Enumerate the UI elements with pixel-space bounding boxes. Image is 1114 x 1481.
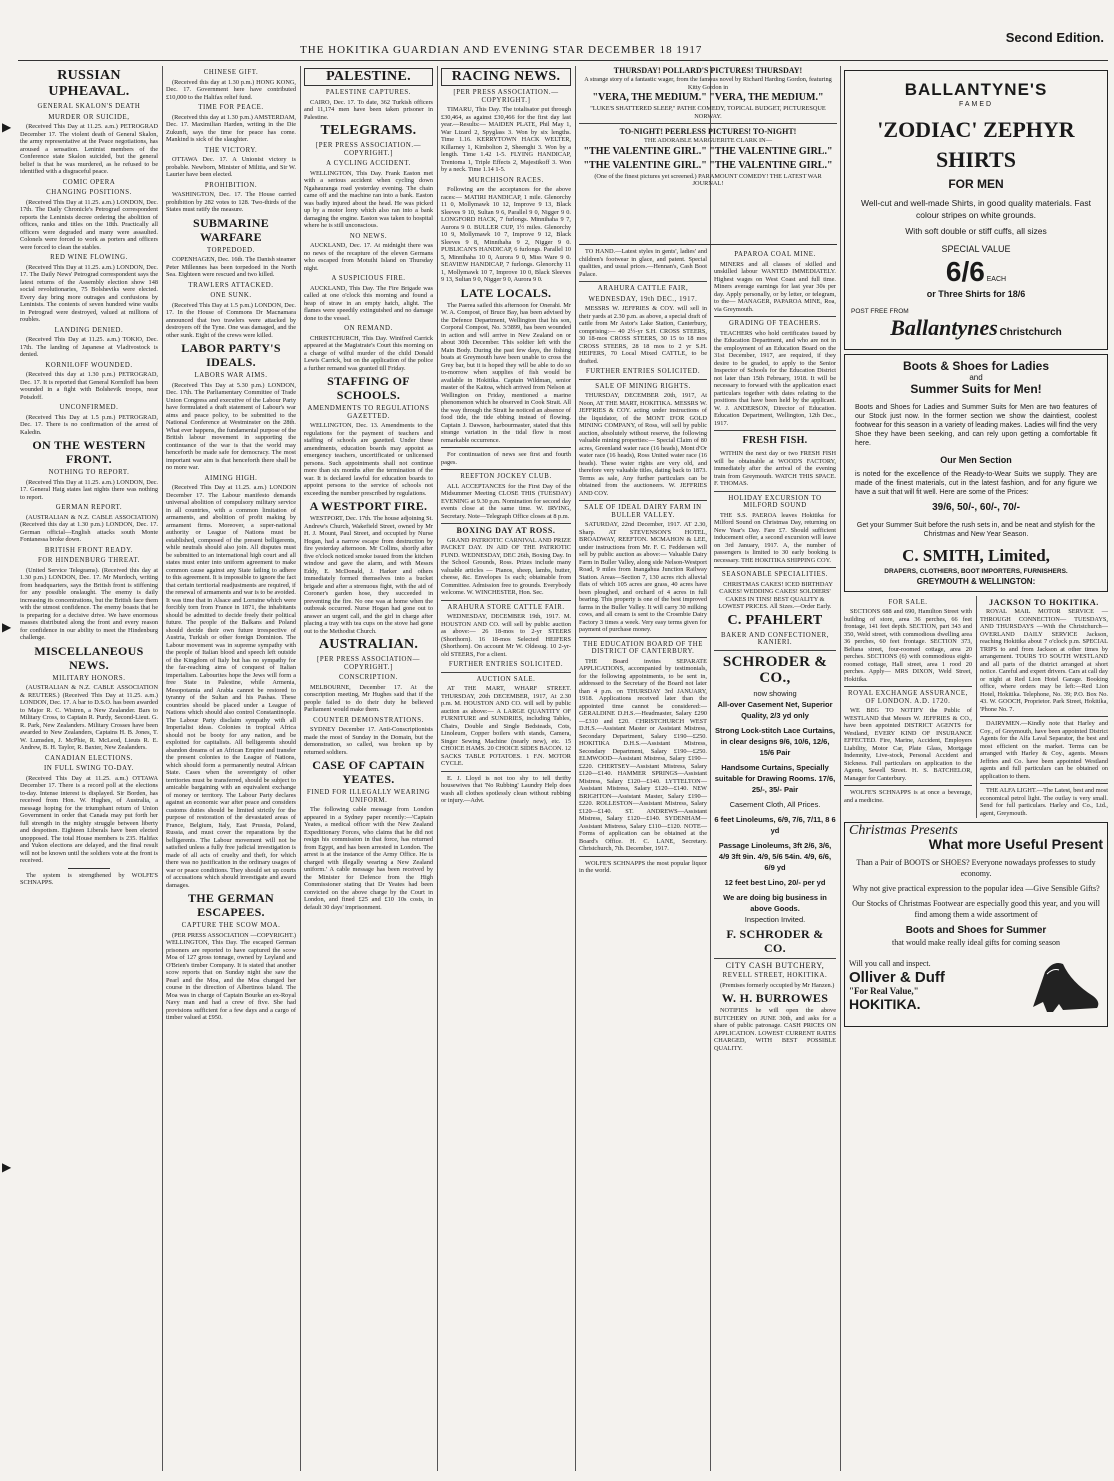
advert-text: 12 feet best Lino, 20/- per yd: [724, 877, 826, 887]
advert-footer: [849, 952, 1103, 1022]
subhead: MURCHISON RACES.: [468, 176, 544, 184]
advert-text: ROYAL MAIL MOTOR SERVICE —THROUGH CONNECTION— TUESDAYS, AND THURSDAYS —With the Christchurch— OVERLAND DAILY SERVICE Jackson, reaching Hokitika about 7 o'clock p.m. SPECIAL TRIPS to and from Jackson at other times by arrangement. TOURS TO SOUTH WESTLAND and all parts of the district arranged at short notice. Careful and expert drivers. Cars at call day or night at Red Lion Hotel Garage. Booking office, where orders may be left:—Red Lion Hotel, Hokitika. Telephone, No. 39; P.O. Box No. 43. W. GOOCH, Proprietor. Park Street, Hokitika, 'Phone No. 7.: [980, 608, 1108, 713]
divider: [714, 567, 836, 568]
subhead: LANDING DENIED.: [54, 326, 124, 334]
advert-text: We are doing big business in above Goods.: [723, 892, 827, 913]
headline-telegrams: TELEGRAMS.: [320, 123, 417, 138]
column-rule: [162, 66, 163, 1471]
ballantynes-name: BALLANTYNE'S: [904, 80, 1048, 99]
advert-heading: C. PFAHLERT: [727, 612, 823, 628]
advert-text: 6 feet Linoleums, 6/9, 7/6, 7/11, 8 6 yd: [714, 814, 836, 835]
article-text: The Paerea sailed this afternoon for Onerahi. Mr W. A. Compost, of Bruce Bay, has been advised by the Defence Department, Wellington that his son, Corporal Compost, No. 3/3899, has been wounded in action and will arrive in New Zealand on or about 30th December. This soldier left with the Main Body. During the past few days, the fishing boats at Greymouth have been unable to cross the Grey bar, but it is hoped they will be able to do so to-morrow when supplies of fish would be available in Hokitika. Captain Wildman, senior master of the Kaitoa, which arrived from Nelson at Wellington on Friday, mentioned a marine phenomenon which he observed in Cook Strait. All the way through the Strait he noticed an absence of food tide, the tide ebbing instead of flowing. Captain J. Dawson, harbourmaster, stated that this strange variation in the tidal flow is most remarkable occurrence.: [441, 301, 571, 444]
article-text: (Received This Day at 11.25. a.m.) LONDON, Dec. 17. The Daily News' Petrograd correspondent says the latest returns of the Assembly election show 148 social revolutionaries, 75 Bolsheviks were elected. Every day bring more outrages and confusions by Leninists. The contents of seven hundred wine vaults in Petrograd were destroyed, valued at millions of roubles.: [20, 263, 158, 323]
advert-heading: What more Useful Present: [928, 835, 1103, 852]
headline-australian: AUSTRALIAN.: [318, 637, 419, 652]
article-text: (Received This Day at 11.25. a.m.) PETROGRAD December 17. The violent death of General Skalon, the army representative at the Peace negotiations, has aroused a sensation. Leninist members of the Conference state Skalon suicided, but the general belief is that he was murdered, as he refused to be identified with a disgraceful peace.: [20, 123, 158, 175]
divider: [441, 672, 571, 673]
subhead: KORNILOFF WOUNDED.: [45, 361, 133, 369]
divider: [441, 771, 571, 772]
advert-text: ALL ACCEPTANCES for the First Day of the Midsummer Meeting CLOSE THIS (TUESDAY) EVENING at 9.30 p.m. Nomination for second day events close at the same time. W. IRVING, Secretary. Note—Telegraph Office closes at 8 p.m.: [441, 482, 571, 520]
article-text: OTTAWA Dec. 17. A Unionist victory is probable. Newborn, Minister of Militia, and Sir W. Laurier have been elected.: [166, 156, 296, 178]
advert-heading: FRESH FISH.: [742, 435, 808, 446]
schroder-advert: [714, 688, 836, 925]
column-1: [20, 66, 158, 1471]
advert-text: Our Stocks of Christmas Footwear are especially good this year, and you will find among them a wide assortment of: [852, 898, 1100, 919]
subhead: ARAHURA CATTLE FAIR,: [597, 285, 689, 292]
column-rule: [300, 66, 301, 1471]
advert-text: Boots and Shoes for Ladies and Summer Suits for Men are two features of our Stock just now. In the former section we show the daintiest, coolest footwear for this season in a variety of leading makes. Ladies will find the very Shoe they have been seeking, and can rely upon getting a comfortable fit here.: [855, 403, 1097, 447]
headline-captain-yeates: CASE OF CAPTAIN YEATES.: [312, 758, 425, 786]
subhead: [PER PRESS ASSOCIATION.—COPYRIGHT.]: [315, 142, 422, 157]
headline-late-locals: LATE LOCALS.: [460, 285, 552, 300]
subhead: BRITISH FRONT READY.: [44, 546, 134, 554]
pollards-pictures-advert: [579, 66, 837, 245]
headline-westport-fire: A WESTPORT FIRE.: [309, 499, 428, 513]
article-text: Following are the acceptances for the above races:— MATIRI HANDICAP, 1 mile. Glenorchy 11 0, Mollymawk 10 12, Improve 9 13, Black Sleeves 9 10, Sultan 9 6, Parallel 9 0, Nigger 9 0. LONGFORD HACK, 7 furlongs. Minnihaha 9 7, Aurora 9 0. BULLER CUP, 1½ miles. Glenorchy 10 9, Mollymawk 10 7, Improve 9 12, Black Sleeves 9 8, Minnihaha 9 2, Nigger 9 0. PUBLICAN'S HANDICAP, 6 furlongs. Parallel 10 5, Minnihaha 10 0, Aurora 9 0, Miss Ware 9 0. SEAVIEW HANDICAP, 7 furlongs. Glenorchy 11 1, Mollymawk 10 7, Improve 10 0, Black Sleeves 9 13, Sultan 9 0, Nigger 9 0, Aurora 9 0.: [441, 186, 571, 283]
subhead: SEASONABLE SPECIALITIES.: [721, 571, 829, 578]
advert-text: "For Real Value,": [849, 985, 919, 996]
smith-advert: [844, 354, 1108, 592]
right-lower-adverts: [976, 596, 1108, 819]
article-text: AUCKLAND, This Day. The Fire Brigade was called at one o'clock this morning and found a heap of straw in an empty hatch, alight. The flames were speedily extinguished and no damage done to the vessel.: [304, 284, 433, 322]
subhead: TORPEDOED.: [207, 246, 255, 254]
divider: [714, 430, 836, 431]
ballantynes-signature: Ballantynes: [890, 315, 998, 340]
divider: [714, 958, 836, 959]
advert-text: GREYMOUTH & WELLINGTON:: [916, 576, 1036, 586]
margin-arrow-icon: ▶: [2, 120, 12, 134]
advert-text: Strong Lock-stitch Lace Curtains, in clear designs 9/6, 10/6, 12/6, 15/6 Pair: [714, 725, 836, 757]
advert-text: "LUKE'S SHATTERED SLEEP," PATHE COMEDY, TOPICAL BUDGET, PICTURESQUE NORWAY.: [590, 105, 826, 120]
advert-heading: Summer Suits for Men!: [910, 381, 1042, 396]
article-text: WELLINGTON, This Day. Frank Easton met with a serious accident when cycling down Ngahauranga road yesterday evening. The chain came off and the machine ran into a bank. Easton was badly injured about the head. He was picked up by a motor lorry which also ran into a bank damaging the engine. Easton was taken to hospital where he is still unconscious.: [304, 169, 433, 229]
subhead: CAPTURE THE SCOW MOA.: [181, 922, 281, 929]
subhead: FURTHER ENTRIES SOLICITED.: [448, 661, 564, 668]
article-text: (Received this day at 1.30 p.m.) HONG KONG, Dec. 17. Government here have contributed £10,000 to the Halifax relief fund.: [166, 78, 296, 101]
divider: [441, 600, 571, 601]
divider: [980, 783, 1108, 784]
subhead: AIMING HIGH.: [204, 474, 258, 482]
schroder-heading: SCHRODER & CO.,: [722, 653, 828, 686]
column-4: [441, 66, 571, 1471]
headline-german-escapees: THE GERMAN ESCAPEES.: [187, 891, 274, 919]
article-text: (Received This Day at 5.30 p.m.) LONDON, Dec. 17th. The Parliamentary Committee of Trade Union Congress and executive of the Labour Party have formulated a draft statement of Labour's war aims and peace policy, to be submitted to the National Conference at Westminster on the 28th. What ever happens, the fundamental purpose of the British labour movement in supporting the continuance of the war is that the world may henceforth be made safe for democracy. The most important war aim is that henceforth there shall be no more war.: [166, 381, 296, 471]
advert-text: (One of the finest pictures yet screened.) PARAMOUNT COMEDY! THE LATEST WAR JOURNAL!: [594, 172, 822, 187]
subhead: JACKSON TO HOKITIKA.: [989, 597, 1099, 607]
advert-text: THURSDAY, DECEMBER 20th, 1917, At Noon, AT THE MART, HOKITIKA. MESSRS W. JEFFRIES & COY. acting under instructions of the liquidator, of the MONT D'OR GOLD MINING COMPANY, of Ross, will sell by public auction, absolutely without reserve, the following valuable mining properties:— Special Claim of 80 acres, Greenland water race (16 heads), Mont d'Or water race (16 heads), Ross United water race (16 heads). These water rights are very old, and therefore very valuable titles, dating back to 1873. Terms as sale, Any further particulars can be obtained from the auctioneers. W. JEFFRIES AND COY.: [579, 392, 707, 497]
column-rule: [575, 66, 576, 1471]
article-text: (Received this day at 1.30 p.m.) PETROGRAD, Dec. 17. It is reported that General Korniloff has been wounded in a fight with Bolshevik troops, near Potsdoff.: [20, 371, 158, 401]
article-text: (Received this day at 1.30 p.m.) AMSTERDAM, Dec. 17. Maximilian Harden, writing in the Die Zukunft, says the time for peace has come. Mankind is sick of the slaughter.: [166, 113, 296, 143]
article-text: WESTPORT, Dec. 17th. The house adjoining St. Andrew's Church, Wakefield Street, owned by Mr H. J. Mount, Paul Street, and occupied by Nurse Hogan, had a narrow escape from destruction by fire yesterday afternoon. Mr Collins, shortly after five o'clock noticed smoke issued from the kitchen window and gave the alarm, and with Messrs Eddy, E. McDonald, J. Harker and others immediately formed themselves into a bucket brigade and after a strenuous fight, with the aid of Coroner's garden hose, they succeeded in preventing the fire. No one was at home when the outbreak occurred. Nurse Hogan had gone out to answer an urgent call, and the girl in charge after placing a tray with tea cups on the stove had gone out to the Methodist Church.: [304, 515, 433, 635]
subhead: AUCTION SALE.: [476, 675, 536, 683]
subhead: WEDNESDAY, 19th DEC., 1917.: [588, 295, 698, 303]
advert-text: TEACHERS who hold certificates issued by the Education Department, and who are not in the employment of an Education Board on the 31st December, 1917, are required, if they desire to be graded, to apply to the Senior Inspector of Schools for the Education District not later than 15th February, 1918. It will be necessary to forward with the application exact particulars together with dates relating to the positions that have been held by the applicant. W. J. ANDERSON, Director of Education. Education Department, Wellington, 12th Dec., 1917.: [714, 329, 836, 427]
subhead: FINED FOR ILLEGALLY WEARING UNIFORM.: [306, 789, 431, 804]
suit-prices: 39/6, 50/-, 60/-, 70/-: [932, 501, 1020, 513]
subhead: TRAWLERS ATTACKED.: [188, 281, 274, 289]
advert-text: Inspection Invited.: [744, 914, 806, 924]
divider: [68, 868, 109, 869]
advert-text: and: [969, 373, 983, 382]
zodiac-shirts-heading: 'ZODIAC' ZEPHYR SHIRTS: [877, 116, 1075, 172]
subhead: NOTHING TO REPORT.: [48, 469, 130, 476]
subhead: SALE OF IDEAL DAIRY FARM IN BULLER VALLEY.: [584, 504, 702, 519]
article-text: TIMARU, This Day. The totalisator put through £30,464, as against £30,466 for the first day last year.—Results:— MAIDEN PLATE, Phil May 1, War Lizard 2, Spyglass 3. Won by six lengths. Time 1.16. KERRYTOWN HACK WELTER, Killarney 1, Kimbolton 2, Sheenghi 3. Won by a length. Time 1.42 1-5. FLYING HANDICAP, Trentoma 1, Triple Effects 2, Majestikoff 3. Won by a neck. Time 1.14 1-5.: [441, 106, 571, 173]
column-5: [579, 248, 707, 1471]
advert-text: EACH: [986, 275, 1007, 283]
subhead: CANADIAN ELECTIONS.: [44, 754, 134, 762]
film-title: "THE VALENTINE GIRL." "THE VALENTINE GIRL.": [583, 145, 833, 157]
article-text: MELBOURNE, December 17. At the conscription meeting, Mr Hughes said that if the people failed to do their duty he believed Parliament would make them.: [304, 683, 433, 713]
advert-text: E. J. Lloyd is not too shy to tell thrifty housewives that 'No Rubbing' Laundry Help does wash all clothes spotlessly clean without rubbing or injury.—Advt.: [441, 774, 571, 804]
advert-text: Than a Pair of BOOTS or SHOES? Everyone nowadays professes to study economy.: [856, 857, 1096, 878]
advert-text: WITHIN the next day or two FRESH FISH will be obtainable at WOOD'S FACTORY, immediately after the arrival of the evening train from Greymouth. WATCH THIS SPACE. F. THOMAS.: [714, 450, 836, 487]
subhead: FOR SALE.: [888, 598, 928, 606]
headline-labor-party: LABOR PARTY'S IDEALS.: [181, 341, 281, 369]
advert-text: Passage Linoleums, 3ft 2/6, 3/6, 4/9 3ft 9in. 4/9, 5/6 54in. 4/9, 6/6, 6/9 yd: [718, 840, 832, 872]
subhead: MURDER OR SUICIDE,: [48, 113, 130, 121]
subhead: AMENDMENTS TO REGULATIONS GAZETTED.: [307, 405, 430, 420]
advert-text: Handsome Curtains, Specially suitable for Drawing Rooms. 17/6, 25/-, 35/- Pair: [714, 762, 836, 794]
subhead: GERMAN REPORT.: [55, 504, 123, 511]
advert-heading: Boots and Shoes for Summer: [905, 924, 1047, 936]
divider: [714, 316, 836, 317]
advert-text: Well-cut and well-made Shirts, in good quality materials. Fast colour stripes on white grounds.: [861, 197, 1091, 220]
advert-text: WOLFE'S SCHNAPPS the most popular liquor in the world.: [579, 859, 707, 874]
headline-miscellaneous: MISCELLANEOUS NEWS.: [34, 643, 144, 672]
subhead: CONSCRIPTION.: [339, 674, 398, 681]
advert-text: SECTIONS 688 and 690, Hamilton Street with building of store, area 36 perches, 66 feet frontage, 141 feet depth. SECTION, part 343 and 350, Weld street, with commodious dwelling area 36 perches, 60 feet frontage. SECTION 373, Beltana street, four-roomed cottage, area 20 perches. SECTIONS (6) with commodious eight-roomed cottage, Hall street, area 1 rood 20 perches. Apply— MRS DIXON, Weld Street, Hokitika.: [844, 608, 972, 683]
schroder-signature: F. SCHRODER & CO.: [726, 926, 824, 955]
article-text: For continuation of news see first and fourth pages.: [441, 451, 571, 466]
smith-name: C. SMITH, Limited,: [902, 545, 1050, 565]
subhead: [PER PRESS ASSOCIATION—COPYRIGHT.]: [317, 656, 420, 671]
article-text: SYDNEY December 17. Anti-Conscriptionists made the most of Sunday in the Domain, but the demonstration, so called, was broken up by returned soldiers.: [304, 726, 433, 756]
subhead: RED WINE FLOWING.: [50, 254, 128, 261]
column-6: [714, 248, 836, 1471]
left-lower-adverts: [844, 596, 972, 819]
subhead: LABORS WAR AIMS.: [194, 372, 268, 379]
subhead: GRADING OF TEACHERS.: [728, 320, 822, 327]
advert-text: WE BEG TO NOTIFY the Public of WESTLAND that Messrs W. JEFFRIES & CO., have been appointed DISTRICT AGENTS for Westland, EVERY KIND OF INSURANCE EFFECTED. Fire, Marine, Accident, Employers Liability, Motor Car, Plate Glass, Mortgage Indemnity, Live-stock, Personal Accident and Sickness. Full particulars on application to the Agents, Sewell Street. H. S. BATCHELOR, Manager for Canterbury.: [844, 707, 972, 782]
advert-text: Get your Summer Suit before the rush sets in, and be neat and stylish for the Christmas and New Year Season.: [856, 521, 1096, 538]
article-text: (PER PRESS ASSOCIATION —COPYRIGHT.) WELLINGTON, This Day. The escaped German prisoners are reported to have captured the scow Moa of 127 gross tonnage, owned by Leyland and O'Brien's timber Company. It is stated that another scow reports that on Sunday night she saw the Pearl and the Moa, and the Moa changed her course in the direction of Albertinos Island. The Moa was in charge of Captain Bourke an ex-Royal Navy man and had a crew of five. She had provisions sufficient for a few days and a cargo of timber valued at £950.: [166, 931, 296, 1021]
advert-text: HOKITIKA.: [849, 996, 921, 1012]
olliver-duff-name: Olliver & Duff: [849, 968, 945, 986]
article-text: (Received This Day at 1.5 p.m.) LONDON, Dec. 17. In the House of Commons Dr Macnamara announced that two trawlers were attacked by destroyers off the Tyne. One was damaged, and the other sunk. Eight of the crews were killed.: [166, 301, 296, 339]
advert-text: is noted for the excellence of the Ready-to-Wear Suits we supply. They are made of the finest materials, cut in the latest fashion, and for any figure we have a suit that will fit well. Here are some of the Prices:: [855, 470, 1097, 496]
masthead-rule: [18, 60, 1108, 61]
subhead: BAKER AND CONFECTIONER, KANIERI.: [720, 631, 830, 646]
advert-text: THE Board invites SEPARATE APPLICATIONS, accompanied by testimonials, for the following appointments, to be sent in, addressed to the Secretary of the Board not later than 4 p.m. on THURSDAY 3rd JANUARY, 1918. Applications received later than the appointed time cannot be considered:— GERALDINE D.H.S.—Headmaster, Salary £290—£310 and £20. CHRISTCHURCH WEST D.H.S.—Assistant Master or Assistant Mistress, Secondary Department, Salary £190—£250. HOKITIKA D.H.S.—Assistant Mistress, Secondary Department, Salary £190—£250. ELMWOOD—Assistant Mistress, Salary £190—£220. CHERTSEY—Assistant Mistress, Salary £120—£140. HAMMER SPRINGS—Assistant Mistress, Salary £120—£140. LYTTELTON—Assistant Mistress, Salary £120—£140. NEW BRIGHTON—Assistant Master, Salary £190—£220. ROLLESTON—Assistant Mistress, Salary £120—£140. ST. ANDREWS—Assistant Mistress, Salary £120—£140. SYDENHAM—Assistant Mistress, Salary £110—£120. NOTE—Forms of application can be obtained at the Board's Office. H. C. LANE, Secretary. Christchurch, 7th. December, 1917.: [579, 657, 707, 852]
article-text: CAIRO, Dec. 17. To date, 362 Turkish officers and 11,174 men have been taken prisoner in Palestine.: [304, 98, 433, 121]
column-3: [304, 66, 433, 1471]
divider: [714, 650, 836, 651]
advert-text: SPECIAL VALUE: [941, 243, 1011, 254]
advert-text: Christchurch: [999, 327, 1062, 338]
advert-text: THE ALFA LIGHT.—The Latest, best and most economical petrol light. The outlay is very small. Send for full particulars. Harley and Co., Ltd., agent, Greymouth.: [980, 787, 1108, 817]
subhead: FOR HINDENBURG THREAT.: [38, 557, 140, 564]
subhead: A CYCLING ACCIDENT.: [326, 160, 411, 167]
lower-adverts: [844, 596, 1108, 819]
advert-heading: TO-NIGHT! PEERLESS PICTURES! TO-NIGHT!: [619, 127, 797, 136]
subhead: MILITARY HONORS.: [52, 674, 126, 682]
subhead: PROHIBITION.: [204, 181, 258, 189]
advert-text: or Three Shirts for 18/6: [926, 288, 1026, 299]
column-rule: [840, 66, 841, 1471]
christmas-script: Christmas Presents: [849, 823, 958, 838]
subhead: COMIC OPERA: [62, 178, 116, 186]
article-text: The following cable message from London appeared in a Sydney paper recently:—'Captain Yeates, a medical officer with the New Zealand Expeditionary Forces, who claims that he did not resign his commission in that force, has returned from Egypt, and has been arrested in London. The arrest is at the instance of the Army Office. He is charged with illegally wearing a New Zealand uniform.' A cable message has been received by the Minister for Defence from the High Commissioner stating that Dr Yeates had been convicted on the above charge by the Court in London, and fined £25 and £10 10s costs, in default 30 days' imprisonment.: [304, 806, 433, 911]
advert-text: (Premises formerly occupied by Mr Hanzen.): [720, 981, 835, 989]
article-text: (AUSTRALIAN & N.Z. CABLE ASSOCIATION & REUTERS.) (Received This Day at 11.25. a.m.) LONDON, Dec. 17. A bar to D.S.O. has been awarded to Major R. C. Wistren, a New Zealander. Bars to Military Cross, to Captain R. Purdy, Second-Lieut. G. R. Park, New Zealanders. Military Crosses have been awarded to New Zealanders, Captains H. B. Jones, T. W. Lumsden, J. McPhie, R. McLeod, Lieuts R. E. Andrew, B. H. Taylor, R. Baxter, New Zealanders.: [20, 684, 158, 751]
subhead: A SUSPICIOUS FIRE.: [331, 275, 406, 282]
advert-heading: CITY CASH BUTCHERY,: [725, 960, 825, 970]
subhead: ON REMAND.: [344, 325, 393, 332]
subhead: BOXING DAY AT ROSS.: [456, 526, 556, 535]
subhead: THE VICTORY.: [204, 146, 258, 154]
advert-heading: Boots & Shoes for Ladies: [902, 359, 1050, 373]
ballantynes-advert: [844, 70, 1108, 350]
subhead: PALESTINE CAPTURES.: [325, 89, 412, 96]
divider: [441, 447, 571, 448]
subhead: FURTHER ENTRIES SOLICITED.: [585, 368, 701, 375]
divider: [441, 469, 571, 470]
headline-racing-news: RACING NEWS.: [441, 68, 571, 86]
subhead: UNCONFIRMED.: [59, 404, 119, 411]
headline-submarine-warfare: SUBMARINE WARFARE: [192, 215, 270, 244]
advert-text: With soft double or stiff cuffs, all sizes: [905, 225, 1047, 236]
film-title: "VERA, THE MEDIUM." "VERA, THE MEDIUM.": [592, 92, 824, 103]
subhead: REEFTON JOCKEY CLUB.: [460, 473, 552, 480]
subhead: CHINESE GIFT.: [203, 69, 259, 76]
olliver-duff-advert: [844, 822, 1108, 1027]
subhead: ROYAL EXCHANGE ASSURANCE, OF LONDON. A.D. 1720.: [848, 690, 968, 705]
advert-text: FAMED: [958, 101, 994, 108]
advert-text: Casement Cloth, All Prices.: [729, 799, 821, 809]
headline-staffing-schools: STAFFING OF SCHOOLS.: [327, 374, 410, 402]
advert-text: CHRISTMAS CAKES! ICED BIRTHDAY CAKES! WEDDING CAKES! SOLDIERS' CAKES IN TINS! BEST QUALITY & LOWEST PRICES. All Sizes.—Order Early.: [718, 580, 833, 610]
subhead: GENERAL SKALON'S DEATH: [37, 103, 141, 110]
advert-text: NOTIFIES he will open the above BUTCHERY on JUNE 30th, and asks for a share of public patronage. CASH PRICES ON APPLICATION. LOWEST CURRENT RATES CHARGED, WITH BEST POSSIBLE QUALITY.: [714, 1007, 836, 1052]
article-text: (Received This Day at 11.25. a.m.) OTTAWA December 17. There is a record poll at the elections to-day. Intense interest is displayed. Sir Borden, has received from Hon. W. Hughes, of Australia, a message hoping for the triumphant return of Union Government in order that Canada may put forth her full strength in the mighty struggle between liberty and despotism. Eighteen Liberals have been elected unopposed. The total House members is 235. Halifax and Yukon elections are delayed, and the final result will not be known until the soldiers vote at the front is received.: [20, 774, 158, 864]
headline-russian-upheaval: RUSSIAN UPHEAVAL.: [48, 68, 130, 99]
column-rule: [710, 66, 711, 1471]
advert-text: DRAPERS, CLOTHIERS, BOOT IMPORTERS, FURNISHERS.: [884, 567, 1068, 575]
advert-text: All-over Casement Net, Superior Quality, 2/3 yd only: [717, 699, 833, 720]
masthead-title: THE HOKITIKA GUARDIAN AND EVENING STAR DECEMBER 18 1917: [300, 44, 703, 56]
article-text: (AUSTRALIAN & N.Z. CABLE ASSOCIATION) (Received this day at 1.30 p.m.) LONDON, Dec. 17. German official—English attacks south Monte Fontanessa broke down.: [20, 513, 158, 543]
article-text: WELLINGTON, Dec. 13. Amendments to the regulations for the payment of teachers and staffing of schools are gazetted. Under these amendments, education boards may appoint as emergency teachers, uncertificated or unlicensed persons. Such appointments shall not continue more than six months after the termination of the war. It is declared lawful for education boards to appoint persons to the service of schools not exceeding the number prescribed by regulations.: [304, 422, 433, 497]
lady-shoe-icon: [1023, 952, 1103, 1022]
divider: [579, 379, 707, 380]
advert-text: GRAND PATRIOTIC CARNIVAL AND PRIZE PACKET DAY. IN AID OF THE PATRIOTIC FUND. WEDNESDAY, DEC 26th, Boxing Day. In the School Grounds, Ross. Prizes include many valuable articles — Pianos, sheep, lambs, butter, cheese, &c. Envelopes 1s each; obtainable from Committee. Admission free to grounds. Everybody welcome. W. WINCHESTER, Hon. Sec.: [441, 536, 571, 596]
divider: [980, 716, 1108, 717]
advert-heading: THURSDAY! POLLARD'S PICTURES! THURSDAY!: [613, 66, 803, 75]
advert-text: SATURDAY, 22nd December, 1917. AT 2.30, Sharp. AT STEVENSON'S HOTEL, BROADWAY, REEFTON. MCMAHON & LEE, under instructions from Mr. F. C. Feddersen will sell by public auction as above:— Valuable Dairy Farm in Buller Valley, along side Nelson-Westport Road, 9 miles from Inangahua Junction Railway Station. Areas—Section 7, 130 acres rich alluvial flats of which 105 acres are grass, 40 acres have been ploughed, and orchard of 4 acres in full bearing. This property is one of the best improved farms in the Buller Valley. It will carry 30 milking cows, and all cream is sent to the Crosmbie Dairy Factory 3 times a week. Very easy terms given for payment of purchase money.: [579, 521, 707, 633]
advert-text: POST FREE FROM: [851, 307, 909, 315]
advert-heading: FOR MEN: [948, 176, 1004, 191]
advert-text: Why not give practical expression to the popular idea —Give Sensible Gifts?: [852, 883, 1100, 893]
divider: [579, 123, 837, 124]
shirt-price: 6/6: [945, 255, 985, 287]
subhead: SALE OF MINING RIGHTS.: [595, 382, 691, 390]
article-text: WASHINGTON, Dec. 17. The House carried prohibition by 282 votes to 128. Two-thirds of the States must ratify the measure.: [166, 191, 296, 213]
advert-text: WOLFE'S SCHNAPPS is at once a beverage, and a medicine.: [844, 789, 972, 804]
advert-text: that would make really ideal gifts for coming season: [892, 937, 1060, 947]
divider: [579, 856, 707, 857]
article-text: (United Service Telegrams). (Received this day at 1.30 p.m.) LONDON, Dec. 17. Mr Murdoch, writing from headquarters, says the British front is stiffening for any possible onslaught. The enemy is daily increasing its concentrations, but the British face them with the utmost confidence. The enemy boasts that he is preparing for a decisive drive. We have enormous masses distributed along the front and every reason for confidence in our ability to meet the Hindenburg challenge.: [20, 566, 158, 641]
divider: [714, 491, 836, 492]
subhead: ARAHURA STORE CATTLE FAIR.: [447, 603, 565, 611]
article-text: (Received This Day at 11.25. a.m.) TOKIO, Dec. 17th. The landing of Japanese at Vladivostock is denied.: [20, 336, 158, 358]
article-text: (Received This Day at 1.5 p.m.) PETROGRAD, Dec. 17. There is no confirmation of the arrest of Kaledin.: [20, 413, 158, 436]
masthead: [0, 0, 1114, 66]
headline-western-front: ON THE WESTERN FRONT.: [32, 438, 146, 466]
film-title: "THE VALENTINE GIRL." "THE VALENTINE GIRL.": [583, 159, 833, 171]
divider: [441, 523, 571, 524]
column-7: [844, 66, 1108, 1471]
advert-text: The system is strengthened by WOLFE'S SCHNAPPS.: [20, 871, 158, 886]
margin-arrow-icon: ▶: [2, 1160, 12, 1174]
subhead: IN FULL SWING TO-DAY.: [44, 765, 134, 772]
advert-text: TO HAND.—Latest styles in gents', ladies' and children's footwear in glace, and patent. Special qualities, and usual prices.—Hennan's, Cash Boot Palace.: [579, 248, 707, 278]
advert-text: DAIRYMEN.—Kindly note that Harley and Coy., of Greymouth, have been appointed District Agents for the Alfa Laval Separator, the best and most efficient on the market. Terms can be arranged with Harley & Coy., agents. Messrs Jeffries and Co. have been appointed Westland agents and full particulars can be obtained on application to them.: [980, 720, 1108, 780]
divider: [579, 500, 707, 501]
subhead: CHANGING POSITIONS.: [46, 189, 132, 196]
headline-palestine: PALESTINE.: [304, 68, 433, 86]
subhead: TIME FOR PEACE.: [198, 104, 264, 111]
article-text: (Received This Day at 11.25. a.m.) LONDON, Dec. 17. General Haig states last nights there was nothing to report.: [20, 478, 158, 501]
divider: [579, 637, 707, 638]
advert-text: THE ADORABLE MARGUERITE CLARK IN—: [643, 137, 773, 144]
subhead: ONE SUNK.: [210, 292, 252, 299]
advert-text: MESSRS W. JEFFRIES & COY. will sell in their yards at 2.30 p.m. as above, a special draft of cattle from Mr Astor's Lake Station, Canterbury, comprising:— 40 2½-yr S.H. CROSS STEERS, 30 18-mos CROSS STEERS, 30 15 to 18 mos CROSS STEERS, 28 18 mos to 2 yr S.H. HEIFERS, 70 Local Mixed CATTLE, to be drafted.: [579, 305, 707, 365]
column-2: [166, 66, 296, 1471]
advert-text: WEDNESDAY, DECEMBER 19th, 1917. M. HOUSTON AND CO. will sell by public auction as above:— 26 18-mos to 2-yr STEERS (Shorthorn). 16 18-mos Selected HEIFERS (Shorthorn). On account Mr W. Oldesug. 10 2-yr-old STEERS, For a client.: [441, 613, 571, 658]
article-text: CHRISTCHURCH, This Day. Winifred Carrick appeared at the Magistrate's Court this morning on a charge of wilful murder of the child Donald Lewis Carrick, but on the application of the police a further remand was granted till Friday.: [304, 334, 433, 372]
divider: [844, 785, 972, 786]
advert-text: A strange story of a fantastic wager, from the famous novel by Richard Harding Gordon, featuring Kitty Gordon in: [584, 76, 832, 91]
subhead: COUNTER DEMONSTRATIONS.: [313, 716, 424, 724]
edition-label: Second Edition.: [1005, 30, 1104, 45]
advert-text: AT THE MART, WHARF STREET. THURSDAY, 20th DECEMBER, 1917, At 2.30 p.m. M. HOUSTON AND CO. will sell by public auction as above:— A LARGE QUANTITY OF FURNITURE and SUNDRIES, including Tables, Chairs, Double and Single Bedsteads, Cots, Linoleum, Copper boilers with stands, Camera, Singer Sewing Machine (nearly new), etc. 15 CHOICE HAMS. 20 CHOICE SIDES BACON. 12 SACKS TABLE POTATOES. 1 F.N. MOTOR CYCLE.: [441, 685, 571, 767]
advert-footer-text: [849, 960, 945, 1013]
margin-arrow-icon: ▶: [2, 620, 12, 634]
advert-text: Will you call and inspect.: [849, 959, 931, 968]
article-text: COPENHAGEN, Dec. 16th. The Danish steamer Peter Millennes has been torpedoed in the North Sea. Eighteen were rescued and two killed.: [166, 256, 296, 278]
subhead: HOLIDAY EXCURSION TO MILFORD SOUND: [728, 494, 822, 509]
subhead: [PER PRESS ASSOCIATION.—COPYRIGHT.]: [453, 89, 559, 104]
subhead: NO NEWS.: [349, 232, 388, 240]
article-text: (Received This Day at 11.25. a.m.) LONDON December 17. The Labour manifesto demands universal abolition of compulsory military service in all countries, with a common limitation of armaments, and abolition of profit making by armament firms. Moreover, a super-national authority or League of Nations must be established, composed of the present belligerents, while neutrals should also join. All disputes must be submitted to an international high court and all states must enter into uniform agreement to make common cause against any State failing to adhere to this agreement. It is impossible to ignore the fact that certain territorial readjustments are required, if the renewal of armaments and war is to be avoided. It was time that in Alsace and Lorraine which were forcibly torn from France in 1871, the inhabitants should be admitted to decide freely their political future. The people of the Balkans and Poland should decide their own future irrespective of Austria, Turkish or other foreign Dominion. The Labour movement was in supreme sympathy with the people of Italian blood and speech left outside of the Kingdom of Italy but has no sympathy for the far-reaching aims of conquest of Italian imperialism. Labourites hope the Jews will form a free State in Palestine, while Armenia, Mesopotamia and Arabia cannot be restored to tyranny of the Sultan and his Pashas. These countries should be placed under a League of Nations which should also control Constantinople. The Labour Party disclaim sympathy with all Imperialist ideas. Colonies in tropical Africa should not be booty for any nation, and be exploited for capitalists. All belligerents should abandon dreams of an African Empire and transfer the present colonies to the League of Nations, which should form a permanently neutral African State. Cases when the sovereignty of other territories must be transferred, should be subject to amicable bargaining with an equivalent exchange of money or territory. The Labour Party declares against an economic war after peace and considers customs duties should be limited strictly for the purpose of restoration of the devastated areas of France, Belgium, Italy, East Prussia, Poland, Russia, and must cover the reparations by the belligerents. The Labour movement will not be satisfied unless a fully free judicial investigation is made of all acts of cruelty and theft, for which there was no justification in the ordinary usages of war or peace conditions. They should set up courts of accusations which should investigate and award damages.: [166, 484, 296, 889]
divider: [844, 686, 972, 687]
subhead: PAPAROA COAL MINE.: [734, 251, 816, 258]
advert-heading: Our Men Section: [940, 454, 1012, 465]
subhead: REVELL STREET, HOKITIKA.: [722, 972, 828, 979]
advert-heading: W. H. BURROWES: [721, 991, 829, 1005]
article-text: AUCKLAND, Dec. 17. At midnight there was no news of the recapture of the eleven Germans who escaped from Motuihi Island on Thursday night.: [304, 242, 433, 272]
advert-text: THE S.S. PAEROA leaves Hokitika for Milford Sound on Christmas Day, returning on New Year's Day. Fare £7. Should sufficient inducement offer, a second excursion will leave on 3rd January, 1917. A, the number of passengers is limited to 30 early booking is necessary. THE HOKITIKA SHIPPING COY.: [714, 511, 836, 564]
subhead: THE EDUCATION BOARD OF THE DISTRICT OF CANTERBURY.: [582, 640, 704, 655]
column-rule: [437, 66, 438, 1471]
advert-text: MINERS and all classes of skilled and unskilled labour WANTED IMMEDIATELY. Highest wages on West Coast and full time. Miners average earnings for last year 30s per day. Apply personally, or by letter, or telegram, to the— MANAGER, PAPAROA MINE, Roa, via Greymouth.: [714, 260, 836, 313]
divider: [579, 281, 707, 282]
article-text: (Received This Day at 11.25. a.m.) LONDON, Dec. 17th. The Daily Chronicle's Petrograd correspondent reports the Leninists decree ordering the abolition of offices, ranks and titles on the 18th. Practically all officers were degraded and many were assaulted. Colonels were forced to work as porters and officers were forced to clean the stables.: [20, 198, 158, 251]
advert-text: now showing: [753, 688, 797, 698]
